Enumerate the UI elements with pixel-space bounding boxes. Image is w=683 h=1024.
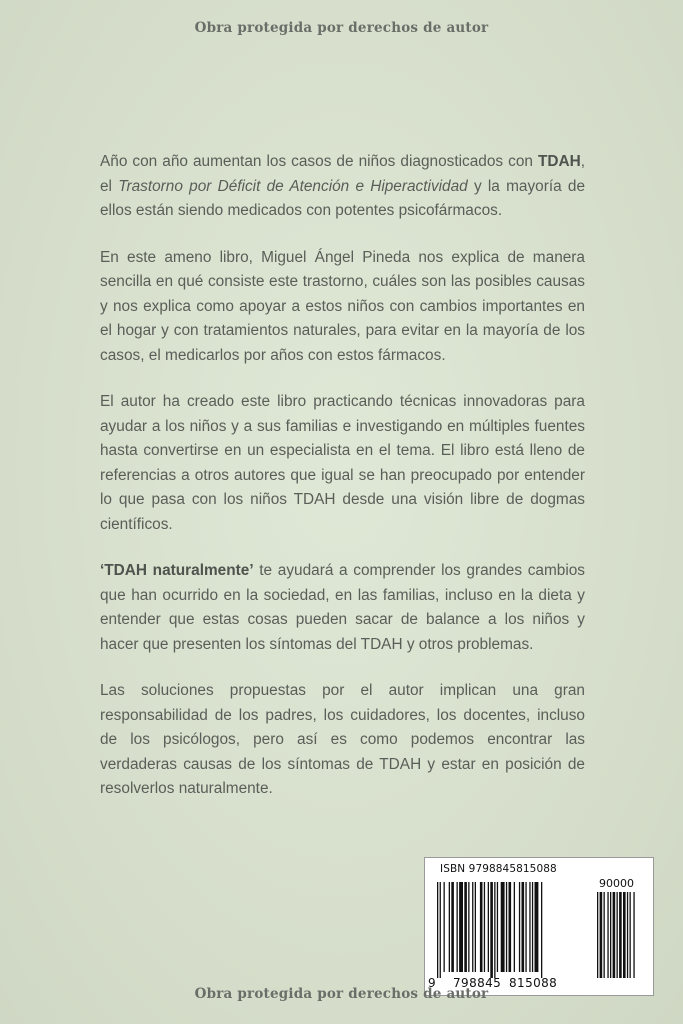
barcode-addon-bar xyxy=(600,892,603,978)
barcode-bar xyxy=(437,882,438,978)
barcode-bar xyxy=(535,882,539,972)
barcode-bar xyxy=(472,882,473,972)
barcode-bar xyxy=(525,882,526,972)
barcode-bar xyxy=(444,882,445,972)
barcode-bar xyxy=(451,882,454,972)
barcode-bar xyxy=(532,882,533,972)
barcode-bar xyxy=(509,882,512,972)
barcode-addon-bar xyxy=(597,892,598,978)
barcode-addon-bar xyxy=(623,892,626,978)
barcode-bar xyxy=(497,882,498,972)
barcode-bar xyxy=(529,882,530,972)
barcode-addon-bar xyxy=(610,892,611,978)
barcode-addon-bar xyxy=(630,892,631,978)
paragraph-1 xyxy=(100,150,585,224)
barcode-bar xyxy=(468,882,469,972)
barcode-bar xyxy=(457,882,458,972)
barcode-bar xyxy=(484,882,485,972)
paragraph-4 xyxy=(100,559,585,657)
barcode-addon-bar xyxy=(627,892,628,978)
watermark-bottom: Obra protegida por derechos de autor xyxy=(194,986,489,1002)
barcode-bar xyxy=(488,882,489,972)
barcode-addon-bar xyxy=(617,892,618,978)
p1-tdah-bold: TDAH xyxy=(537,153,581,170)
p1-disorder-italic: Trastorno por Déficit de Atención e Hiperactividad xyxy=(118,177,468,195)
isbn-label: ISBN 9798845815088 xyxy=(440,863,557,875)
barcode-addon-bar xyxy=(604,892,605,978)
barcode-bars xyxy=(437,882,647,982)
barcode-bar xyxy=(494,882,495,978)
watermark-top: Obra protegida por derechos de autor xyxy=(194,20,489,36)
barcode-bar xyxy=(475,882,476,972)
barcode-bar xyxy=(440,882,441,978)
barcode-digits-left: 798845 xyxy=(453,976,502,990)
barcode-addon-bar xyxy=(613,892,616,978)
barcode-bar xyxy=(480,882,483,972)
barcode-bar xyxy=(490,882,493,978)
paragraph-2: En este ameno libro, Miguel Ángel Pineda nos explica de manera sencilla en qué consiste este trastorno, cuáles son las posibles causas y nos explica como apoyar a estos niños con cambios importantes en el hogar y con tratamientos naturales, para evitar en la mayoría de los casos, el medicarlos por años con estos fármacos. xyxy=(100,248,585,364)
barcode-addon-bar xyxy=(633,892,634,978)
barcode-bar xyxy=(514,882,515,972)
barcode-addon-bar xyxy=(607,892,608,978)
barcode-addon-bar xyxy=(619,892,622,978)
paragraph-5: Las soluciones propuestas por el autor implican una gran responsabilidad de los padres, los cuidadores, los docentes, incluso de los psicólogos, pero así es como podemos encontrar las verdaderas causas de los síntomas de TDAH y estar en posición de resolverlos naturalmente. xyxy=(100,682,585,797)
barcode-bar xyxy=(519,882,520,972)
barcode-bar xyxy=(449,882,450,972)
barcode-bar xyxy=(541,882,542,978)
barcode-bar xyxy=(522,882,525,972)
paragraph-3: El autor ha creado este libro practicando técnicas innovadoras para ayudar a los niños y a sus familias e investigando en múltiples fuentes hasta convertirse en un especialista en el tema. El libro está lleno de referencias a otros autores que igual se han preocupado por entender lo que pasa con los niños TDAH desde una visión libre de dogmas científicos. xyxy=(100,393,585,533)
price-addon: 90000 xyxy=(599,877,634,890)
isbn-barcode xyxy=(424,857,654,996)
p1-text-c: , el xyxy=(100,153,585,195)
barcode-bar xyxy=(459,882,463,972)
back-cover-blurb xyxy=(100,150,585,824)
barcode-bar xyxy=(501,882,505,972)
p1-text-a: Año con año aumentan los casos de niños diagnosticados con xyxy=(100,153,538,170)
barcode-digits-right: 815088 xyxy=(509,976,558,990)
barcode-digit-first: 9 xyxy=(428,976,437,990)
barcode-bar xyxy=(506,882,507,972)
p4-text: te ayudará a comprender los grandes cambios que han ocurrido en la sociedad, en las familias, incluso en la dieta y entender que estas cosas pueden sacar de balance a los niños y hacer que presenten los síntomas del TDAH y otros problemas. xyxy=(100,562,586,653)
p1-text-e: y la mayoría de ellos están siendo medicados con potentes psicofármacos. xyxy=(100,177,585,219)
p4-title-bold: ‘TDAH naturalmente’ xyxy=(100,562,254,579)
barcode-bar xyxy=(464,882,467,972)
